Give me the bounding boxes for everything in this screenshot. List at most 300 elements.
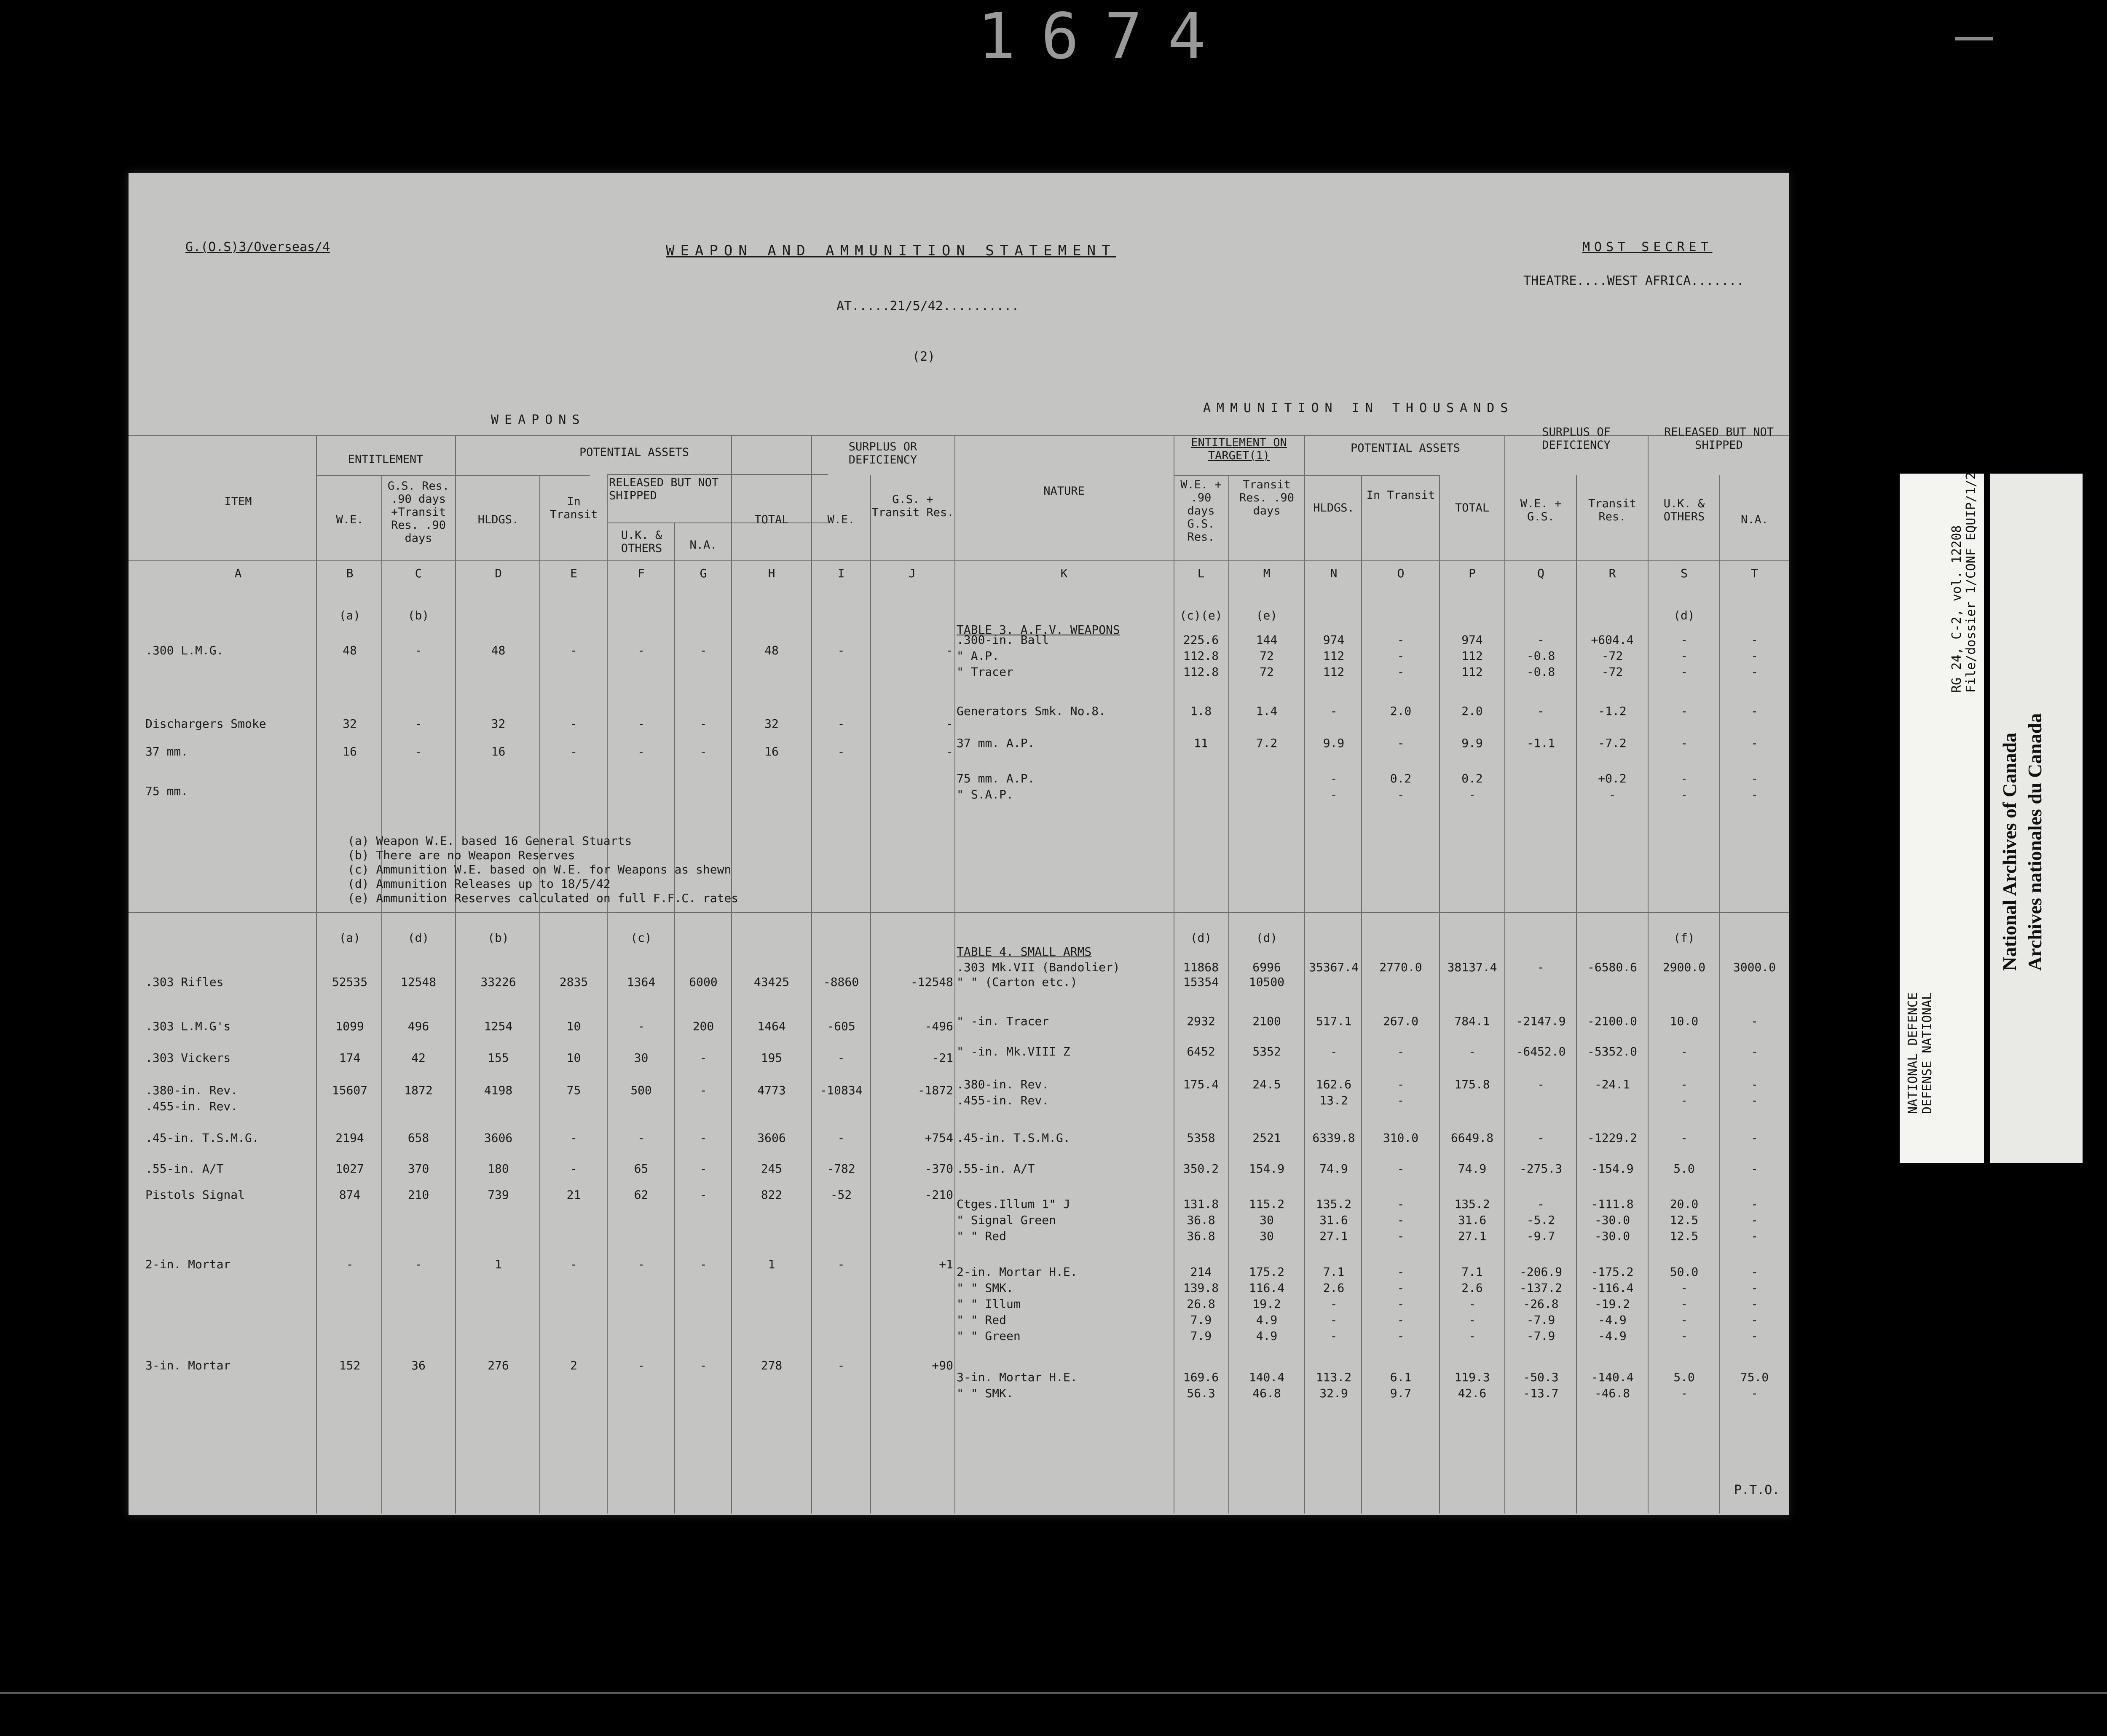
ammo-value: - xyxy=(1751,665,1758,679)
weapon-value: - xyxy=(570,1257,577,1271)
ammo-value: 6996 xyxy=(1252,960,1281,974)
ammo-value: -24.1 xyxy=(1594,1077,1630,1091)
ammo-value: - xyxy=(1397,1229,1405,1243)
ammo-value: -30.0 xyxy=(1594,1229,1630,1243)
ammo-nature: " -in. Mk.VIII Z xyxy=(957,1045,1070,1058)
ammo-value: 7.1 xyxy=(1461,1265,1483,1279)
ammo-value: - xyxy=(1751,1162,1758,1176)
ammo-nature: 2-in. Mortar H.E. xyxy=(957,1265,1078,1279)
vrule xyxy=(381,475,382,1514)
archives-fr: Archives nationales du Canada xyxy=(2024,713,2045,971)
ammo-value: 517.1 xyxy=(1316,1014,1352,1028)
weapon-value: - xyxy=(346,1257,354,1271)
weapon-item: 3-in. Mortar xyxy=(145,1358,231,1372)
ammo-value: 13.2 xyxy=(1319,1093,1348,1107)
hdr-potential-assets: POTENTIAL ASSETS xyxy=(579,446,689,459)
hdr-item: ITEM xyxy=(224,495,252,508)
weapon-value: - xyxy=(837,1051,845,1065)
weapon-value: 874 xyxy=(339,1188,361,1202)
note-marker: (c) xyxy=(630,931,652,945)
ammo-value: - xyxy=(1751,1131,1758,1145)
ammo-value: - xyxy=(1751,1265,1758,1279)
ammo-value: 20.0 xyxy=(1670,1197,1699,1211)
ammo-value: 267.0 xyxy=(1383,1014,1419,1028)
ammo-value: 7.2 xyxy=(1256,736,1278,750)
weapon-value: 278 xyxy=(761,1358,783,1372)
note-marker: (d) xyxy=(1673,608,1695,622)
weapon-value: 2 xyxy=(570,1358,577,1372)
vrule xyxy=(316,435,317,1514)
weapon-value: - xyxy=(638,1257,645,1271)
weapon-value: 62 xyxy=(634,1188,649,1202)
note-marker: (d) xyxy=(1256,931,1278,945)
column-letter: H xyxy=(768,566,775,580)
ammo-value: 12.5 xyxy=(1670,1213,1699,1227)
ammo-value: -30.0 xyxy=(1594,1213,1630,1227)
note-marker: (a) xyxy=(339,931,361,945)
ammo-value: - xyxy=(1537,1077,1544,1091)
weapon-value: - xyxy=(638,1131,645,1145)
ammo-value: -4.9 xyxy=(1598,1329,1627,1343)
ammo-value: -7.9 xyxy=(1526,1313,1555,1327)
weapon-value: - xyxy=(415,717,422,731)
ammo-value: - xyxy=(1681,649,1688,663)
ammo-value: 7.1 xyxy=(1323,1265,1345,1279)
ammo-value: 1.4 xyxy=(1256,704,1278,718)
ammo-value: - xyxy=(1469,1329,1476,1343)
ammo-value: -26.8 xyxy=(1523,1297,1559,1311)
ammo-value: -137.2 xyxy=(1519,1281,1563,1295)
ammo-nature: .55-in. A/T xyxy=(957,1162,1035,1176)
ammo-value: 974 xyxy=(1461,633,1483,647)
footnote: (e) Ammunition Reserves calculated on full F.F.C. rates xyxy=(348,891,739,905)
hdr-in-transit: In Transit xyxy=(550,495,598,521)
weapon-value: - xyxy=(415,1257,422,1271)
ammo-value: 2.6 xyxy=(1323,1281,1345,1295)
weapon-item: .380-in. Rev. xyxy=(145,1083,238,1097)
ammo-nature: " " Green xyxy=(957,1329,1021,1343)
ammo-value: -50.3 xyxy=(1523,1370,1559,1384)
ammo-nature: " Signal Green xyxy=(957,1213,1056,1227)
vrule xyxy=(1504,435,1505,1514)
weapon-item: .55-in. A/T xyxy=(145,1162,224,1176)
ammo-value: 11868 xyxy=(1183,960,1219,974)
ammo-value: - xyxy=(1681,772,1688,785)
weapon-value: 245 xyxy=(761,1162,783,1176)
ammo-value: 2521 xyxy=(1252,1131,1281,1145)
column-letter: M xyxy=(1263,566,1271,580)
table4-title: TABLE 4. SMALL ARMS xyxy=(957,945,1092,959)
ammo-nature: " " (Carton etc.) xyxy=(957,975,1078,989)
hdr-ammo-in-transit: In Transit xyxy=(1366,489,1435,502)
weapon-value: - xyxy=(570,1131,577,1145)
weapon-item: 37 mm. xyxy=(145,745,188,758)
ammo-value: 154.9 xyxy=(1249,1162,1285,1176)
document-title: WEAPON AND AMMUNITION STATEMENT xyxy=(666,242,1116,259)
column-letter: D xyxy=(495,566,502,580)
ammo-value: 30 xyxy=(1260,1213,1274,1227)
ammo-value: - xyxy=(1397,1093,1405,1107)
ammo-nature: .45-in. T.S.M.G. xyxy=(957,1131,1070,1145)
vrule xyxy=(674,522,675,1514)
ammo-nature: " Tracer xyxy=(957,665,1013,679)
ammo-value: - xyxy=(1397,1313,1405,1327)
ammo-value: - xyxy=(1751,1045,1758,1058)
ammo-value: - xyxy=(1681,1131,1688,1145)
ammo-value: 144 xyxy=(1256,633,1278,647)
section-weapons: WEAPONS xyxy=(491,413,586,427)
weapon-value: - xyxy=(837,745,845,758)
ammo-value: -206.9 xyxy=(1519,1265,1563,1279)
weapon-value: - xyxy=(700,745,707,758)
classification-stamp: MOST SECRET xyxy=(1582,240,1713,255)
ammo-value: - xyxy=(1469,1313,1476,1327)
ammo-value: 2770.0 xyxy=(1379,960,1422,974)
ammo-value: 7.9 xyxy=(1190,1329,1212,1343)
ammo-value: - xyxy=(1397,1213,1405,1227)
ammo-value: - xyxy=(1537,1131,1544,1145)
weapon-value: -370 xyxy=(925,1162,953,1176)
ammo-value: 175.8 xyxy=(1454,1077,1490,1091)
defence-fr: DEFENSE NATIONAL xyxy=(1920,992,1935,1114)
ammo-value: - xyxy=(1537,633,1544,647)
ammo-nature: 37 mm. A.P. xyxy=(957,736,1035,750)
ammo-value: 6649.8 xyxy=(1450,1131,1494,1145)
hdr-total: TOTAL xyxy=(754,513,789,526)
ammo-value: 72 xyxy=(1260,649,1274,663)
table3-title: TABLE 3. A.F.V. WEAPONS xyxy=(957,623,1120,637)
defence-en: NATIONAL DEFENCE xyxy=(1906,992,1920,1114)
weapon-value: 48 xyxy=(491,643,506,657)
hdr-nature: NATURE xyxy=(1043,485,1085,498)
weapon-value: 16 xyxy=(764,745,779,758)
ammo-value: 19.2 xyxy=(1252,1297,1281,1311)
ammo-nature: " A.P. xyxy=(957,649,1000,663)
ammo-value: - xyxy=(1397,649,1405,663)
note-marker: (b) xyxy=(407,608,429,622)
ammo-value: 42.6 xyxy=(1458,1386,1487,1400)
ammo-value: 131.8 xyxy=(1183,1197,1219,1211)
ammo-value: - xyxy=(1751,736,1758,750)
ammo-value: 116.4 xyxy=(1249,1281,1285,1295)
ammo-value: - xyxy=(1397,1281,1405,1295)
ammo-nature: " S.A.P. xyxy=(957,788,1013,801)
archives-en: National Archives of Canada xyxy=(1999,732,2020,971)
column-letter: A xyxy=(234,566,242,580)
vrule xyxy=(870,475,871,1514)
pto-note: P.T.O. xyxy=(1734,1483,1780,1498)
weapon-value: - xyxy=(570,643,577,657)
ammo-value: - xyxy=(1751,1093,1758,1107)
hdr-ammo-released: RELEASED BUT NOT SHIPPED xyxy=(1664,426,1774,452)
ammo-value: - xyxy=(1751,1329,1758,1343)
ammo-value: 50.0 xyxy=(1670,1265,1699,1279)
weapon-value: 739 xyxy=(488,1188,509,1202)
ammo-value: - xyxy=(1681,1281,1688,1295)
ammo-value: 4.9 xyxy=(1256,1313,1278,1327)
footnote: (d) Ammunition Releases up to 18/5/42 xyxy=(348,877,611,891)
ammo-value: 112 xyxy=(1323,665,1345,679)
ammo-value: 350.2 xyxy=(1183,1162,1219,1176)
ammo-value: - xyxy=(1397,788,1405,801)
ammo-value: 26.8 xyxy=(1187,1297,1215,1311)
weapon-value: 42 xyxy=(411,1051,426,1065)
ammo-value: - xyxy=(1397,633,1405,647)
hdr-na: N.A. xyxy=(689,538,717,552)
ammo-value: - xyxy=(1397,1197,1405,1211)
ammo-value: 38137.4 xyxy=(1447,960,1497,974)
ammo-value: -2100.0 xyxy=(1587,1014,1637,1028)
ammo-value: -46.8 xyxy=(1594,1386,1630,1400)
ammo-value: -175.2 xyxy=(1591,1265,1634,1279)
ammo-value: - xyxy=(1751,649,1758,663)
ammo-value: - xyxy=(1330,704,1338,718)
ammo-value: 115.2 xyxy=(1249,1197,1285,1211)
weapon-value: 2194 xyxy=(335,1131,364,1145)
ammo-value: 30 xyxy=(1260,1229,1274,1243)
ammo-value: - xyxy=(1469,788,1476,801)
ammo-nature: " " SMK. xyxy=(957,1281,1013,1295)
column-letter: J xyxy=(909,566,916,580)
ammo-value: - xyxy=(1681,1093,1688,1107)
hdr-ammo-we-gs: W.E. + .90 days G.S. Res. xyxy=(1180,478,1222,544)
weapon-value: 4773 xyxy=(757,1083,786,1097)
vrule xyxy=(954,435,955,1514)
weapon-value: - xyxy=(946,717,953,731)
column-letter: O xyxy=(1397,566,1405,580)
weapon-value: -52 xyxy=(830,1188,852,1202)
ammo-value: -5352.0 xyxy=(1587,1045,1637,1058)
weapon-value: 15607 xyxy=(332,1083,368,1097)
weapon-value: 210 xyxy=(407,1188,429,1202)
weapon-value: -12548 xyxy=(910,975,953,989)
ammo-value: -9.7 xyxy=(1526,1229,1555,1243)
ammo-nature: " " Red xyxy=(957,1313,1007,1327)
ammo-nature: .455-in. Rev. xyxy=(957,1093,1049,1107)
weapon-value: 4198 xyxy=(484,1083,513,1097)
ammo-value: - xyxy=(1751,1297,1758,1311)
rule-header-bottom xyxy=(129,560,1789,561)
weapon-value: 43425 xyxy=(753,975,790,989)
weapon-value: 10 xyxy=(566,1019,581,1033)
ammo-value: - xyxy=(1397,736,1405,750)
ammo-nature: .303 Mk.VII (Bandolier) xyxy=(957,960,1120,974)
ammo-value: 6452 xyxy=(1187,1045,1215,1058)
weapon-value: - xyxy=(638,745,645,758)
note-marker: (c)(e) xyxy=(1179,608,1222,622)
column-letter: S xyxy=(1681,566,1688,580)
ammo-value: -0.8 xyxy=(1526,649,1555,663)
ammo-value: 46.8 xyxy=(1252,1386,1281,1400)
ammo-value: - xyxy=(1469,1297,1476,1311)
ammo-value: 31.6 xyxy=(1458,1213,1487,1227)
weapon-value: 1027 xyxy=(335,1162,364,1176)
hdr-ammo-transit-short: Transit Res. xyxy=(1588,497,1636,523)
ammo-value: - xyxy=(1330,1045,1338,1058)
ammo-value: 24.5 xyxy=(1252,1077,1281,1091)
ammo-value: 214 xyxy=(1190,1265,1212,1279)
ammo-value: -13.7 xyxy=(1523,1386,1559,1400)
ammo-value: -275.3 xyxy=(1519,1162,1563,1176)
ammo-value: 1.8 xyxy=(1190,704,1212,718)
hdr-ent-on-target: ENTITLEMENT ON TARGET(1) xyxy=(1191,436,1287,462)
weapon-value: - xyxy=(700,1257,707,1271)
weapon-value: 2835 xyxy=(559,975,588,989)
weapon-value: 152 xyxy=(339,1358,361,1372)
archive-ref-line1: RG 24, C-2, vol. 12208 xyxy=(1949,525,1964,693)
ammo-value: - xyxy=(1397,1045,1405,1058)
ammo-value: 31.6 xyxy=(1319,1213,1348,1227)
hdr-surplus-deficiency: SURPLUS OR DEFICIENCY xyxy=(848,440,917,466)
weapon-value: - xyxy=(638,643,645,657)
ammo-value: 112 xyxy=(1461,665,1483,679)
ammo-value: - xyxy=(1681,1297,1688,1311)
ammo-value: -140.4 xyxy=(1591,1370,1634,1384)
ammo-value: 74.9 xyxy=(1319,1162,1348,1176)
weapon-value: 16 xyxy=(491,745,506,758)
ammo-value: 9.9 xyxy=(1323,736,1345,750)
ammo-value: - xyxy=(1751,1313,1758,1327)
hdr-ammo-surplus: SURPLUS OF DEFICIENCY xyxy=(1542,426,1611,452)
rule-ammo-ent-sub xyxy=(1174,475,1439,476)
hdr-we: W.E. xyxy=(336,513,364,526)
ammo-value: 5.0 xyxy=(1673,1162,1695,1176)
ammo-value: 10.0 xyxy=(1670,1014,1699,1028)
weapon-value: 496 xyxy=(407,1019,429,1033)
ammo-nature: .380-in. Rev. xyxy=(957,1077,1049,1091)
weapon-value: -210 xyxy=(925,1188,953,1202)
weapon-value: - xyxy=(415,745,422,758)
frame-mark xyxy=(1955,37,1993,40)
ammo-value: 5.0 xyxy=(1673,1370,1695,1384)
weapon-value: 52535 xyxy=(332,975,368,989)
ammo-value: - xyxy=(1681,788,1688,801)
ammo-value: 15354 xyxy=(1183,975,1219,989)
archive-ref-line2: File/dossier 1/CONF EQUIP/1/2 xyxy=(1964,472,1978,693)
ammo-value: - xyxy=(1751,704,1758,718)
ammo-value: -111.8 xyxy=(1591,1197,1634,1211)
vrule xyxy=(455,435,456,1514)
weapon-value: 30 xyxy=(634,1051,649,1065)
weapon-value: - xyxy=(700,1083,707,1097)
ammo-value: +604.4 xyxy=(1591,633,1634,647)
weapon-value: 1 xyxy=(768,1257,775,1271)
ammo-value: - xyxy=(1751,1014,1758,1028)
hdr-ammo-potential-assets: POTENTIAL ASSETS xyxy=(1350,442,1461,455)
ammo-value: - xyxy=(1681,665,1688,679)
document-page xyxy=(129,173,1789,1515)
note-marker: (d) xyxy=(1190,931,1212,945)
vrule xyxy=(731,435,732,1514)
weapon-item: .455-in. Rev. xyxy=(145,1099,238,1113)
weapon-value: 155 xyxy=(488,1051,509,1065)
ammo-value: 112.8 xyxy=(1183,649,1219,663)
ammo-value: -4.9 xyxy=(1598,1313,1627,1327)
ammo-value: 3000.0 xyxy=(1733,960,1776,974)
weapon-value: - xyxy=(837,1358,845,1372)
footnote: (c) Ammunition W.E. based on W.E. for Weapons as shewn xyxy=(348,863,732,876)
ammo-value: 74.9 xyxy=(1458,1162,1487,1176)
ammo-value: - xyxy=(1537,960,1544,974)
ammo-value: 9.7 xyxy=(1390,1386,1412,1400)
weapon-value: 1099 xyxy=(335,1019,364,1033)
ammo-value: 27.1 xyxy=(1319,1229,1348,1243)
weapon-value: 6000 xyxy=(689,975,718,989)
ammo-value: - xyxy=(1330,1297,1338,1311)
weapon-value: -10834 xyxy=(820,1083,863,1097)
ammo-value: 6.1 xyxy=(1390,1370,1412,1384)
weapon-item: .303 Vickers xyxy=(145,1051,231,1065)
ammo-nature: " " SMK. xyxy=(957,1386,1013,1400)
weapon-value: 500 xyxy=(630,1083,652,1097)
ammo-value: 310.0 xyxy=(1383,1131,1419,1145)
ammo-value: 32.9 xyxy=(1319,1386,1348,1400)
ammo-value: 36.8 xyxy=(1187,1213,1215,1227)
ammo-value: - xyxy=(1751,788,1758,801)
footnote: (b) There are no Weapon Reserves xyxy=(348,848,575,862)
archive-label-defence xyxy=(1900,474,1984,1163)
ammo-nature: " -in. Tracer xyxy=(957,1014,1049,1028)
rule-released-sub xyxy=(607,474,828,475)
ammo-value: 56.3 xyxy=(1187,1386,1215,1400)
weapon-value: - xyxy=(570,1162,577,1176)
hdr-ammo-total: TOTAL xyxy=(1455,501,1490,514)
ammo-value: 7.9 xyxy=(1190,1313,1212,1327)
ammo-value: 175.4 xyxy=(1183,1077,1219,1091)
ammo-value: 11 xyxy=(1194,736,1208,750)
weapon-value: - xyxy=(700,1188,707,1202)
hdr-ammo-hldgs: HLDGS. xyxy=(1313,501,1354,514)
ammo-value: - xyxy=(1751,1386,1758,1400)
ammo-value: 75.0 xyxy=(1740,1370,1769,1384)
ammo-value: -7.2 xyxy=(1598,736,1627,750)
hdr-sd-we: W.E. xyxy=(827,513,855,526)
weapon-value: -496 xyxy=(925,1019,953,1033)
at-date-line: AT.....21/5/42.......... xyxy=(836,299,1019,313)
vrule xyxy=(539,475,540,1514)
ammo-value: - xyxy=(1608,788,1616,801)
weapon-value: - xyxy=(638,717,645,731)
ammo-value: - xyxy=(1681,1077,1688,1091)
ammo-value: -6580.6 xyxy=(1587,960,1637,974)
ammo-value: -19.2 xyxy=(1594,1297,1630,1311)
ammo-nature: Generators Smk. No.8. xyxy=(957,704,1106,718)
ammo-value: - xyxy=(1681,633,1688,647)
ammo-nature: " " Red xyxy=(957,1229,1007,1243)
column-letter: I xyxy=(837,566,845,580)
weapon-value: 32 xyxy=(343,717,357,731)
weapon-value: 195 xyxy=(761,1051,783,1065)
ammo-value: - xyxy=(1681,1313,1688,1327)
weapon-item: .45-in. T.S.M.G. xyxy=(145,1131,259,1145)
weapon-value: 16 xyxy=(343,745,357,758)
column-letter: T xyxy=(1751,566,1758,580)
ammo-value: -1.2 xyxy=(1598,704,1627,718)
ammo-value: +0.2 xyxy=(1598,772,1627,785)
hdr-ammo-transit-res: Transit Res. .90 days xyxy=(1239,478,1295,517)
weapon-value: 3606 xyxy=(484,1131,513,1145)
weapon-value: 1 xyxy=(495,1257,502,1271)
vrule xyxy=(1304,435,1305,1514)
ammo-value: - xyxy=(1330,788,1338,801)
column-letter: C xyxy=(415,566,422,580)
ammo-value: -7.9 xyxy=(1526,1329,1555,1343)
ammo-value: 4.9 xyxy=(1256,1329,1278,1343)
ammo-value: - xyxy=(1537,1197,1544,1211)
ammo-value: - xyxy=(1751,1077,1758,1091)
vrule xyxy=(1719,475,1720,1514)
ammo-value: - xyxy=(1681,1386,1688,1400)
